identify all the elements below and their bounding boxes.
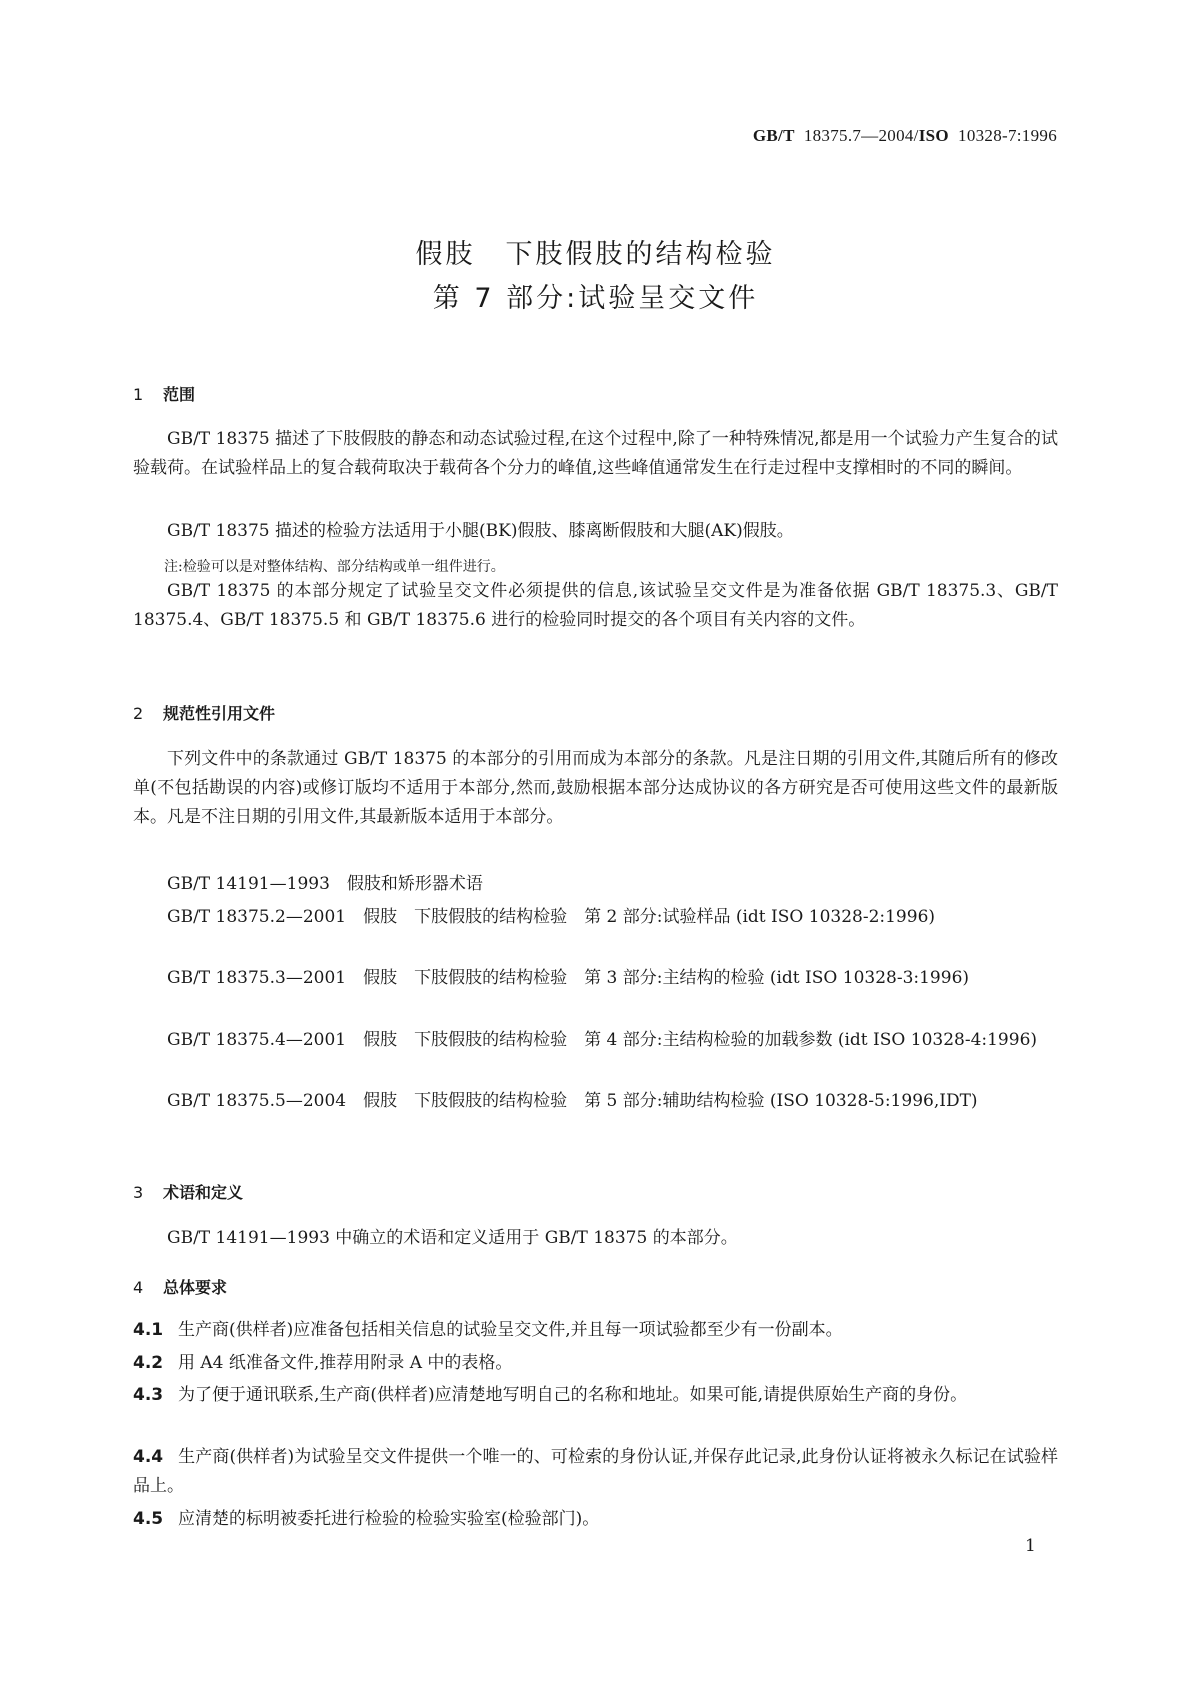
- reference-item: GB/T 18375.2—2001 假肢 下肢假肢的结构检验 第 2 部分:试验样品 (idt ISO 10328-2:1996): [167, 907, 936, 927]
- code-mid: 18375.7—2004/: [803, 126, 919, 145]
- paragraph: GB/T 18375 描述了下肢假肢的静态和动态试验过程,在这个过程中,除了一种特殊情况,都是用一个试验力产生复合的试验载荷。在试验样品上的复合载荷取决于载荷各个分力的峰值,这些峰值通常发生在行走过程中支撑相时的不同的瞬间。: [133, 429, 1058, 478]
- section-title: 总体要求: [163, 1278, 228, 1297]
- paragraph: GB/T 18375 的本部分规定了试验呈交文件必须提供的信息,该试验呈交文件是为准备依据 GB/T 18375.3、GB/T 18375.4、GB/T 18375.5 和 GB/T 18375.6 进行的检验同时提交的各个项目有关内容的文件。: [133, 581, 1058, 630]
- paragraph: GB/T 18375 描述的检验方法适用于小腿(BK)假肢、膝离断假肢和大腿(AK)假肢。: [167, 521, 794, 541]
- document-title-line1: 假肢 下肢假肢的结构检验: [415, 239, 776, 270]
- code-iso: ISO: [918, 126, 949, 145]
- requirement-item: [133, 1443, 1058, 1501]
- requirement-text: 为了便于通讯联系,生产商(供样者)应清楚地写明自己的名称和地址。如果可能,请提供原始生产商的身份。: [178, 1385, 968, 1405]
- requirement-text: 应清楚的标明被委托进行检验的检验实验室(检验部门)。: [178, 1509, 600, 1529]
- reference-item: GB/T 18375.5—2004 假肢 下肢假肢的结构检验 第 5 部分:辅助结构检验 (ISO 10328-5:1996,IDT): [167, 1091, 978, 1111]
- requirement-number: 4.4: [133, 1447, 164, 1467]
- requirement-item: [133, 1316, 1058, 1345]
- section-heading-3: [133, 1180, 243, 1203]
- section-heading-1: [133, 382, 195, 405]
- page-number: 1: [1025, 1536, 1036, 1556]
- section-number: 3: [133, 1183, 144, 1202]
- code-suffix: 10328-7:1996: [958, 126, 1057, 145]
- section-number: 1: [133, 385, 144, 404]
- section-number: 4: [133, 1278, 144, 1297]
- paragraph: GB/T 14191—1993 中确立的术语和定义适用于 GB/T 18375 的本部分。: [167, 1228, 738, 1248]
- standard-code: [753, 126, 1057, 146]
- section-heading-2: [133, 701, 275, 724]
- requirement-item: [133, 1381, 1058, 1410]
- document-title-line2: 第 7 部分:试验呈交文件: [432, 283, 759, 314]
- requirement-item: [133, 1505, 1058, 1534]
- requirement-text: 用 A4 纸准备文件,推荐用附录 A 中的表格。: [178, 1353, 513, 1373]
- requirement-item: [133, 1349, 1058, 1378]
- paragraph: 下列文件中的条款通过 GB/T 18375 的本部分的引用而成为本部分的条款。凡是注日期的引用文件,其随后所有的修改单(不包括勘误的内容)或修订版均不适用于本部分,然而,鼓励根据本部分达成协议的各方研究是否可使用这些文件的最新版本。凡是不注日期的引用文件,其最新版本适用于本部分。: [133, 749, 1058, 827]
- requirement-number: 4.2: [133, 1353, 164, 1373]
- requirement-text: 生产商(供样者)为试验呈交文件提供一个唯一的、可检索的身份认证,并保存此记录,此身份认证将被永久标记在试验样品上。: [133, 1447, 1058, 1496]
- section-number: 2: [133, 704, 144, 723]
- reference-item: GB/T 18375.3—2001 假肢 下肢假肢的结构检验 第 3 部分:主结构的检验 (idt ISO 10328-3:1996): [167, 968, 970, 988]
- reference-item: GB/T 14191—1993 假肢和矫形器术语: [167, 874, 483, 894]
- note: 注:检验可以是对整体结构、部分结构或单一组件进行。: [164, 559, 505, 575]
- reference-item: GB/T 18375.4—2001 假肢 下肢假肢的结构检验 第 4 部分:主结构检验的加载参数 (idt ISO 10328-4:1996): [167, 1030, 1038, 1050]
- section-title: 范围: [163, 385, 196, 404]
- requirement-number: 4.1: [133, 1320, 164, 1340]
- requirement-number: 4.5: [133, 1509, 164, 1529]
- requirement-number: 4.3: [133, 1385, 164, 1405]
- section-heading-4: [133, 1275, 227, 1298]
- section-title: 规范性引用文件: [163, 704, 276, 723]
- code-prefix: GB/T: [752, 126, 795, 145]
- section-title: 术语和定义: [163, 1183, 244, 1202]
- requirement-text: 生产商(供样者)应准备包括相关信息的试验呈交文件,并且每一项试验都至少有一份副本。: [178, 1320, 843, 1340]
